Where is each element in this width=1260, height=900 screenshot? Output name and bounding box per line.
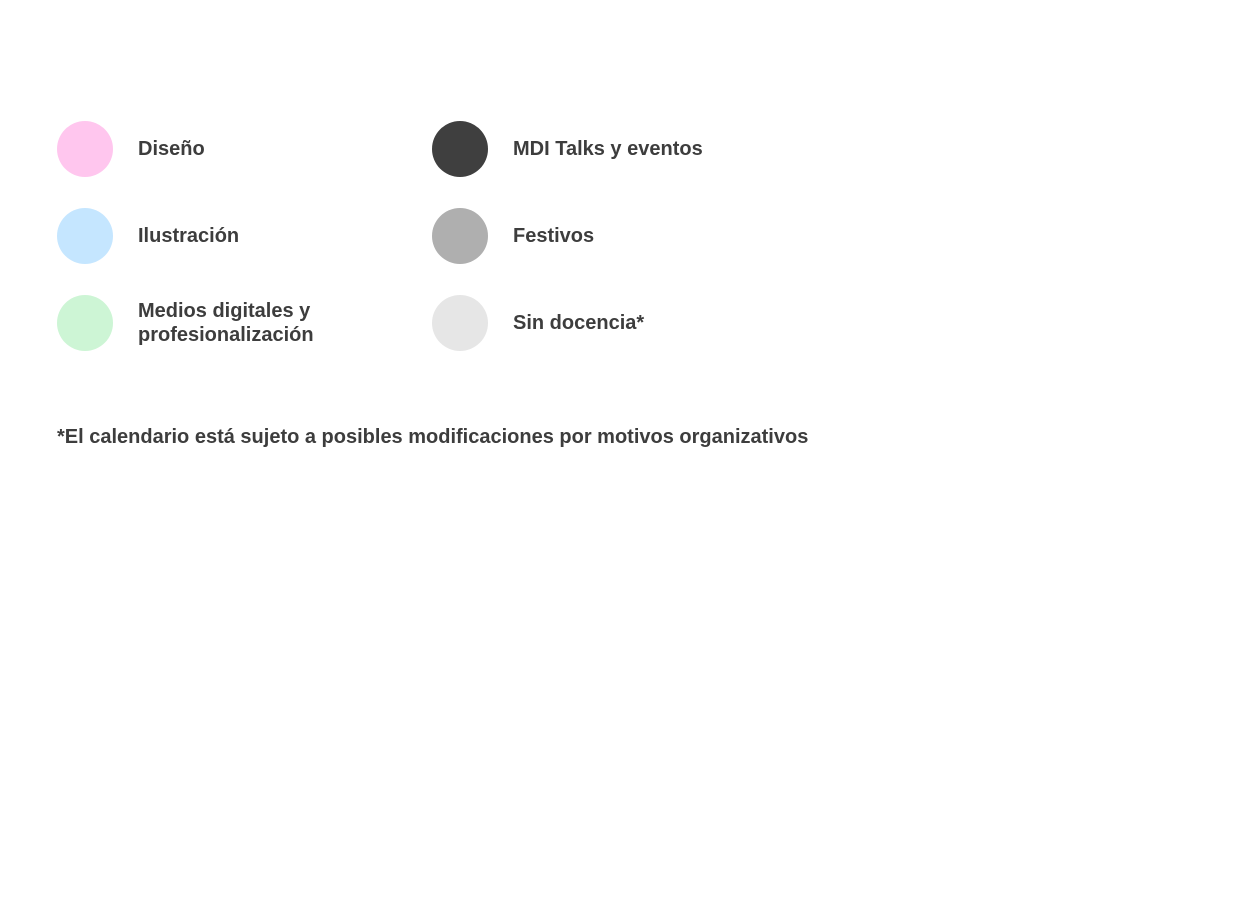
color-swatch-festivos: [432, 208, 488, 264]
color-swatch-diseno: [57, 121, 113, 177]
color-swatch-mdi-talks: [432, 121, 488, 177]
legend-item-ilustracion: [57, 208, 432, 264]
legend-label: Ilustración: [138, 225, 240, 247]
calendar-disclaimer-note: *El calendario está sujeto a posibles modificaciones por motivos organizativos: [57, 426, 809, 448]
color-swatch-sin-docencia: [432, 295, 488, 351]
legend-label: Medios digitales y profesionalización: [138, 300, 314, 346]
color-swatch-medios-digitales: [57, 295, 113, 351]
legend-label: MDI Talks y eventos: [513, 138, 703, 160]
legend-label: Festivos: [513, 225, 595, 247]
legend-item-diseno: [57, 121, 432, 177]
legend-label: Diseño: [138, 138, 205, 160]
calendar-legend: [57, 121, 807, 382]
legend-item-sin-docencia: [432, 295, 807, 351]
legend-item-festivos: [432, 208, 807, 264]
color-swatch-ilustracion: [57, 208, 113, 264]
legend-item-mdi-talks: [432, 121, 807, 177]
legend-item-medios-digitales: [57, 295, 432, 351]
legend-label: Sin docencia*: [513, 312, 645, 334]
